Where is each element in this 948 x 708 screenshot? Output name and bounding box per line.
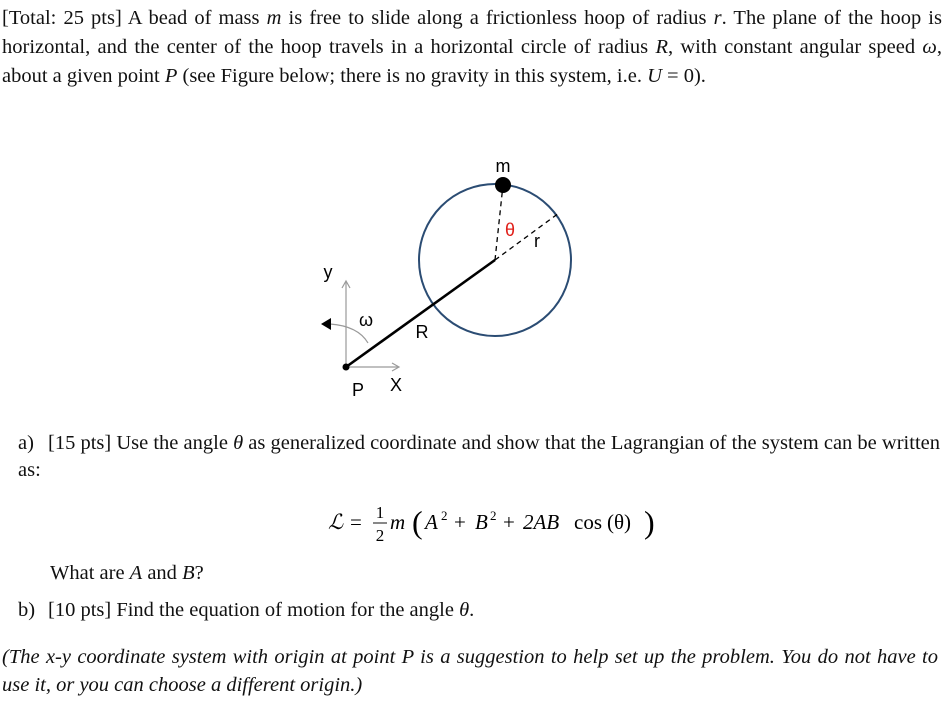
intro-text-2: is free to slide along a frictionless hoop of radius: [281, 7, 714, 29]
eq-plus-1: +: [454, 510, 466, 534]
part-a-text-2: as generalized coordinate and show that the Lagrangian of the system can be written as:: [18, 432, 940, 481]
label-theta: θ: [504, 220, 516, 240]
lagrangian-equation: [328, 498, 668, 554]
question-var-B: B: [182, 562, 195, 584]
omega-arrowhead: [321, 318, 331, 330]
part-b: [18, 597, 474, 624]
note-text-3: is a suggestion to help set up the problem. You do not have to use it, or you can choose a different origin.): [2, 646, 938, 696]
intro-var-U: U: [647, 65, 662, 87]
label-P: P: [351, 380, 365, 400]
dashed-line-to-bead: [495, 185, 503, 260]
intro-text-1: [Total: 25 pts] A bead of mass: [2, 7, 267, 29]
bead: [495, 177, 511, 193]
part-a-text-1: [15 pts] Use the angle: [48, 432, 234, 454]
part-b-var-theta: θ: [459, 599, 470, 621]
label-x: X: [389, 375, 403, 395]
eq-close-paren: ): [644, 504, 655, 540]
eq-frac-den: 2: [375, 526, 385, 545]
eq-lhs: ℒ: [328, 510, 344, 534]
intro-text-7: = 0).: [661, 65, 706, 87]
eq-2AB: 2AB: [523, 510, 560, 534]
part-b-text-2: .: [469, 599, 475, 621]
part-a-tag: a): [18, 432, 34, 454]
eq-frac-num: 1: [375, 503, 385, 522]
point-P: [343, 364, 350, 371]
question-var-A: A: [129, 562, 143, 584]
intro-var-r: r: [713, 7, 722, 29]
note-var-P: P: [401, 646, 414, 668]
part-b-tag: b): [18, 599, 36, 621]
eq-m: m: [390, 510, 406, 534]
eq-B-sup: 2: [490, 508, 497, 523]
eq-B: B: [475, 510, 488, 534]
part-b-text-1: [10 pts] Find the equation of motion for the angle: [48, 599, 460, 621]
label-y: y: [323, 262, 333, 282]
part-a-var-theta: θ: [233, 432, 244, 454]
eq-equals: =: [350, 510, 362, 534]
hoop-figure: [300, 150, 600, 410]
note-text-2: coordinate system with origin at point: [70, 646, 402, 668]
note-var-xy: x-y: [45, 646, 71, 668]
intro-text-3: . The plane of the hoop is horizontal, and the center of the hoop travels in a horizontal circle of radius: [2, 7, 942, 58]
problem-intro: [2, 4, 942, 91]
note-text-1: (The: [2, 646, 46, 668]
eq-arg: (θ): [607, 510, 632, 534]
label-omega: ω: [358, 310, 374, 330]
intro-var-P: P: [164, 65, 178, 87]
intro-var-m: m: [266, 7, 282, 29]
intro-text-5: , about a given point: [2, 36, 942, 87]
intro-var-omega: ω: [922, 36, 937, 58]
question-text-3: ?: [194, 562, 204, 584]
part-a: [18, 430, 940, 484]
intro-text-6: (see Figure below; there is no gravity in this system, i.e.: [177, 65, 648, 87]
label-r: r: [534, 231, 540, 251]
eq-plus-2: +: [503, 510, 515, 534]
question-text-1: What are: [50, 562, 130, 584]
eq-cos: cos: [574, 510, 602, 534]
intro-var-R: R: [655, 36, 668, 58]
eq-open-paren: (: [412, 504, 423, 540]
label-R: R: [415, 322, 429, 342]
label-m: m: [495, 156, 511, 176]
question-A-B: [50, 562, 204, 585]
question-text-2: and: [142, 562, 183, 584]
intro-text-4: , with constant angular speed: [667, 36, 923, 58]
coordinate-note: [2, 643, 938, 699]
eq-A: A: [425, 510, 438, 534]
eq-A-sup: 2: [441, 508, 448, 523]
